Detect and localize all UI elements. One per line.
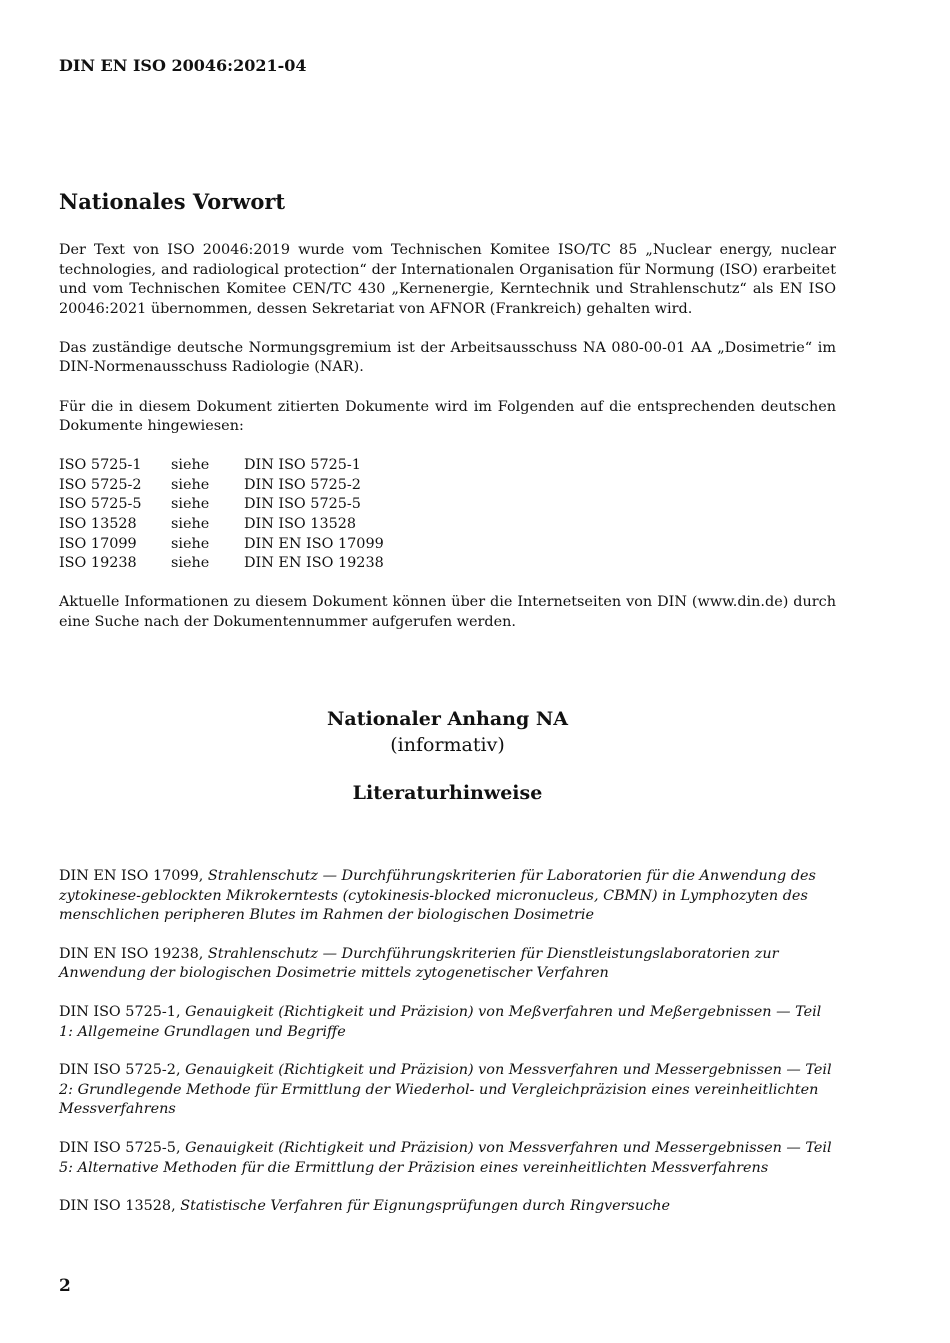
din-reference: DIN ISO 5725-2: [244, 476, 361, 493]
reference-row: [59, 554, 384, 574]
literature-title: Statistische Verfahren für Eignungsprüfungen durch Ringversuche: [180, 1198, 671, 1215]
literature-title: Genauigkeit (Richtigkeit und Präzision) von Messverfahren und Messergebnissen — Teil 5: Alternative Methoden für die Ermittlung der Präzision eines vereinheitlichten Messverfahrens: [59, 1139, 832, 1176]
section-title-vorwort: Nationales Vorwort: [59, 189, 286, 214]
reference-row: [59, 476, 384, 496]
reference-row: [59, 515, 384, 535]
din-reference: DIN EN ISO 17099: [244, 535, 384, 552]
literature-title: Genauigkeit (Richtigkeit und Präzision) von Messverfahren und Messergebnissen — Teil 2: Grundlegende Methode für Ermittlung der Wiederhol- und Vergleichpräzision eines vereinheitlichten Messverfahrens: [59, 1062, 832, 1118]
siehe-label: siehe: [171, 555, 210, 572]
annex-heading-block: [59, 706, 836, 806]
vorwort-paragraph: Der Text von ISO 20046:2019 wurde vom Technischen Komitee ISO/TC 85 „Nuclear energy, nuclear technologies, and radiological protection“ der Internationalen Organisation für Normung (ISO) erarbeitet und vom Technischen Komitee CEN/TC 430 „Kernenergie, Kerntechnik und Strahlenschutz“ als EN ISO 20046:2021 übernommen, dessen Sekretariat von AFNOR (Frankreich) gehalten wird.: [59, 242, 836, 317]
literature-title: Genauigkeit (Richtigkeit und Präzision) von Meßverfahren und Meßergebnissen — Teil 1: Allgemeine Grundlagen und Begriffe: [59, 1003, 822, 1040]
din-reference: DIN ISO 13528: [244, 516, 357, 533]
reference-row: [59, 456, 384, 476]
literature-entry: [59, 1061, 836, 1120]
din-reference: DIN EN ISO 19238: [244, 555, 384, 572]
vorwort-paragraph: Aktuelle Informationen zu diesem Dokument können über die Internetseiten von DIN (www.din.de) durch eine Suche nach der Dokumentennummer aufgerufen werden.: [59, 594, 836, 630]
din-reference: DIN ISO 5725-1: [244, 457, 361, 474]
din-reference: DIN ISO 5725-5: [244, 496, 361, 513]
vorwort-body: [59, 241, 836, 652]
siehe-label: siehe: [171, 516, 210, 533]
literature-title: Strahlenschutz — Durchführungskriterien für Dienstleistungslaboratorien zur Anwendung der biologischen Dosimetrie mittels zytogenetischer Verfahren: [59, 945, 779, 982]
literature-ref: DIN ISO 5725-1,: [59, 1003, 186, 1020]
literature-entry: [59, 1197, 836, 1217]
annex-subtitle: (informativ): [390, 734, 505, 756]
literature-entry: [59, 1139, 836, 1178]
siehe-label: siehe: [171, 476, 210, 493]
page-number: 2: [59, 1276, 71, 1296]
iso-reference: ISO 5725-5: [59, 496, 142, 513]
reference-row: [59, 535, 384, 555]
vorwort-paragraph: Für die in diesem Dokument zitierten Dokumente wird im Folgenden auf die entsprechenden deutschen Dokumente hingewiesen:: [59, 398, 836, 435]
literature-ref: DIN ISO 13528,: [59, 1198, 181, 1215]
reference-table: [59, 456, 384, 574]
literature-ref: DIN ISO 5725-5,: [59, 1139, 186, 1156]
vorwort-paragraph: Das zuständige deutsche Normungsgremium ist der Arbeitsausschuss NA 080-00-01 AA „Dosimetrie“ im DIN-Normenausschuss Radiologie (NAR).: [59, 339, 836, 376]
document-header: DIN EN ISO 20046:2021-04: [59, 56, 307, 75]
literature-entry: [59, 867, 836, 926]
iso-reference: ISO 19238: [59, 555, 137, 572]
iso-reference: ISO 17099: [59, 535, 137, 552]
iso-reference: ISO 5725-1: [59, 457, 142, 474]
literature-ref: DIN ISO 5725-2,: [59, 1062, 186, 1079]
reference-row: [59, 495, 384, 515]
siehe-label: siehe: [171, 457, 210, 474]
literature-entry: [59, 1003, 836, 1042]
iso-reference: ISO 13528: [59, 516, 137, 533]
siehe-label: siehe: [171, 496, 210, 513]
siehe-label: siehe: [171, 535, 210, 552]
literature-title: Strahlenschutz — Durchführungskriterien für Laboratorien für die Anwendung des zytokinese-geblockten Mikrokerntests (cytokinesis-blocked micronucleus, CBMN) in Lymphozyten des menschlichen peripheren Blutes im Rahmen der biologischen Dosimetrie: [59, 868, 816, 924]
literature-entry: [59, 945, 836, 984]
literature-ref: DIN EN ISO 19238,: [59, 945, 208, 962]
iso-reference: ISO 5725-2: [59, 476, 142, 493]
annex-title: Nationaler Anhang NA: [327, 708, 568, 730]
literature-ref: DIN EN ISO 17099,: [59, 868, 208, 884]
literature-list: [59, 867, 836, 1236]
literature-heading: Literaturhinweise: [352, 782, 543, 804]
